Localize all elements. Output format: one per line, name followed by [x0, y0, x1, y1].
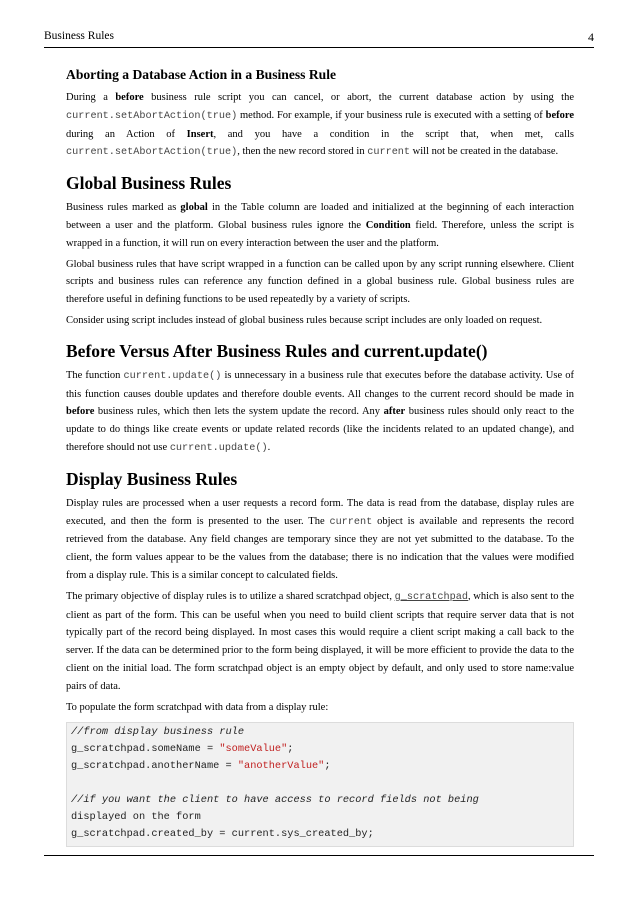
section-aborting	[66, 66, 574, 162]
header-rule	[44, 47, 594, 48]
paragraph-aborting: During a before business rule script you can cancel, or abort, the current database action by using the current.setAbortAction(true) method. For example, if your business rule is executed with a setting of before during an Action of Insert, and you have a condition in the script that, when met, calls current.setAbortAction(true), then the new record stored in current will not be created in the database.	[66, 92, 574, 159]
section-display	[66, 468, 574, 848]
section-global	[66, 172, 574, 330]
paragraph-global-1: Business rules marked as global in the Table column are loaded and initialized at the beginning of each interaction between a user and the platform. Global business rules ignore the Condition field. Therefore, unless the script is wrapped in a function, it will run on every interaction between the user and the platform.	[66, 202, 574, 249]
code-line: displayed on the form	[71, 811, 201, 824]
footer-rule	[44, 855, 594, 856]
paragraph-global-2: Global business rules that have script wrapped in a function can be called upon by any script running elsewhere. Client scripts and business rules can reference any function defined in a global business rule. Global business rules are therefore useful in defining functions to be used repeatedly by a variety of scripts.	[66, 258, 574, 306]
heading-before-after: Before Versus After Business Rules and current.update()	[66, 340, 488, 361]
heading-aborting: Aborting a Database Action in a Business Rule	[66, 67, 337, 82]
code-line: //from display business rule	[71, 726, 245, 739]
code-line: //if you want the client to have access to record fields not being	[71, 794, 479, 807]
paragraph-before-after: The function current.update() is unnecessary in a business rule that executes before the database activity. Use of this function causes double updates and therefore double events. All changes to the current record should be made in before business rules, which then lets the system update the record. Any after business rules should only react to the update to do things like create events or update related records (like the incidents related to an updated change), and therefore should not use current.update().	[66, 369, 574, 454]
page-content	[66, 66, 574, 847]
code-line: g_scratchpad.someName = "someValue";	[71, 743, 294, 756]
code-block	[66, 722, 574, 847]
page-number: 4	[588, 30, 594, 44]
paragraph-display-1: Display rules are processed when a user requests a record form. The data is read from the database, display rules are executed, and then the form is presented to the user. The current object is available and represents the record retrieved from the database. Any field changes are temporary since they are not yet submitted to the database. To the client, the form values appear to be the values from the database; there is no indication that the values were modified from a display rule. This is a similar concept to calculated fields.	[66, 497, 574, 581]
code-blank-line	[71, 775, 569, 792]
heading-display: Display Business Rules	[66, 468, 238, 489]
paragraph-display-3: To populate the form scratchpad with data from a display rule:	[66, 701, 329, 713]
heading-global: Global Business Rules	[66, 173, 232, 194]
section-before-after	[66, 340, 574, 458]
code-line: g_scratchpad.anotherName = "anotherValue";	[71, 760, 331, 773]
paragraph-global-3: Consider using script includes instead of global business rules because script includes are only loaded on request.	[66, 314, 543, 326]
paragraph-display-2: The primary objective of display rules is to utilize a shared scratchpad object, g_scratchpad, which is also sent to the client as part of the form. This can be useful when you need to build client scripts that require server data that is not typically part of the record being displayed. In most cases this would require a client script making a call back to the server. If the data can be determined prior to the form being displayed, it will be more efficient to provide the data to the client on the initial load. The form scratchpad object is an empty object by default, and only used to store name:value pairs of data.	[66, 590, 574, 692]
code-line: g_scratchpad.created_by = current.sys_created_by;	[71, 828, 374, 841]
page-header	[44, 30, 594, 48]
running-title: Business Rules	[44, 30, 114, 42]
